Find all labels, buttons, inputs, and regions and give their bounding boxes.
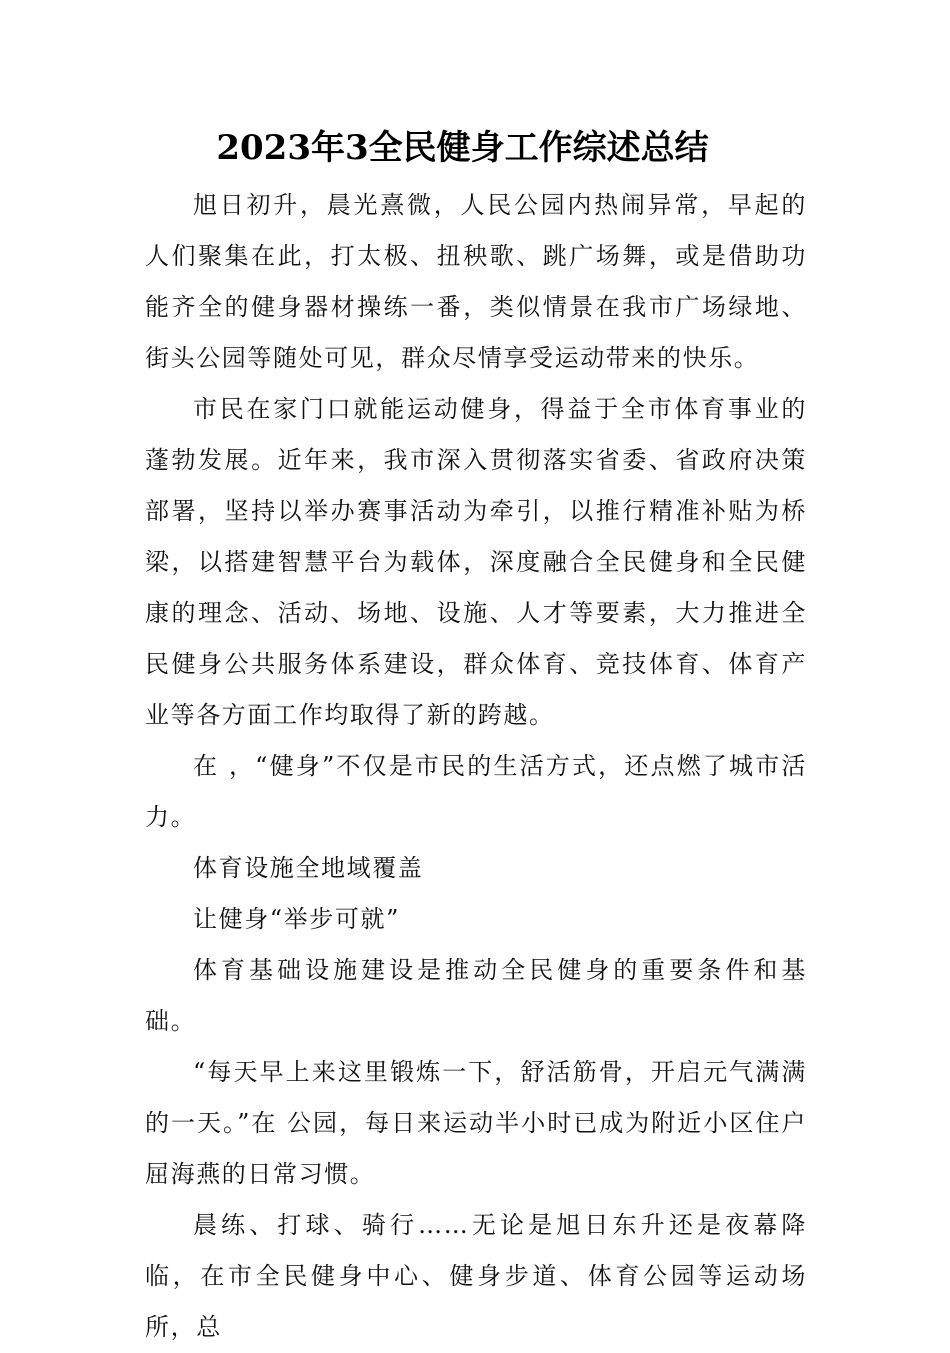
document-title: 2023年3全民健身工作综述总结 [216,128,709,168]
section-heading-line-1: 体育设施全地域覆盖 [193,854,424,882]
paragraph: 在 ，“健身”不仅是市民的生活方式，还点燃了城市活力。 [145,752,807,831]
paragraph: 旭日初升，晨光熹微，人民公园内热闹异常，早起的人们聚集在此，打太极、扭秧歌、跳广场舞，或是借助功能齐全的健身器材操练一番，类似情景在我市广场绿地、街头公园等随处可见，群众尽情享受运动带来的快乐。 [145,191,807,372]
paragraph: “每天早上来这里锻炼一下，舒活筋骨，开启元气满满的一天。”在 公园，每日来运动半小时已成为附近小区住户屈海燕的日常习惯。 [145,1058,807,1188]
paragraph: 晨练、打球、骑行……无论是旭日东升还是夜幕降临，在市全民健身中心、健身步道、体育公园等运动场所，总 [145,1211,807,1341]
paragraph: 市民在家门口就能运动健身，得益于全市体育事业的蓬勃发展。近年来，我市深入贯彻落实省委、省政府决策部署，坚持以举办赛事活动为牵引，以推行精准补贴为桥梁，以搭建智慧平台为载体，深度融合全民健身和全民健康的理念、活动、场地、设施、人才等要素，大力推进全民健身公共服务体系建设，群众体育、竞技体育、体育产业等各方面工作均取得了新的跨越。 [145,395,807,729]
document-body [145,180,807,1353]
paragraph: 体育基础设施建设是推动全民健身的重要条件和基础。 [145,956,807,1035]
section-heading-line-2: 让健身“举步可就” [193,905,400,933]
